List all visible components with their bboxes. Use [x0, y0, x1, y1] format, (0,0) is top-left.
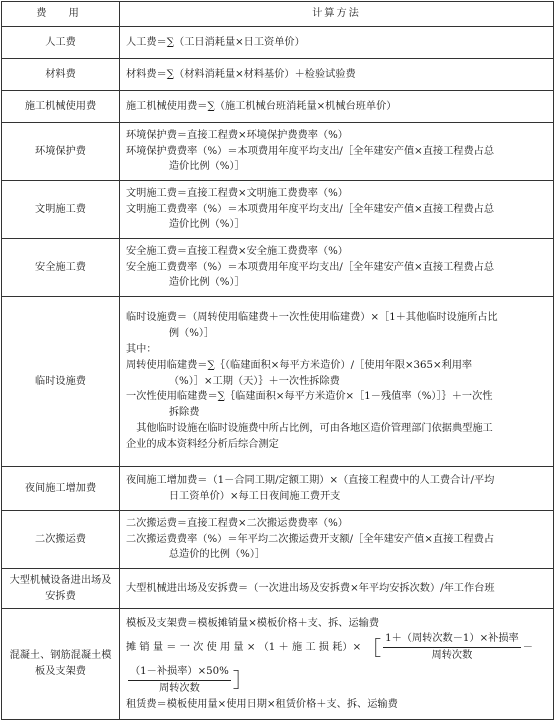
bracket-close: ］	[232, 668, 253, 693]
table-row	[2, 123, 554, 181]
formula-line: 拆除费	[168, 407, 200, 419]
fee-name: 施工机械使用费	[2, 91, 120, 123]
formula-line: 施工机械使用费＝∑（施工机械台班消耗量×机械台班单价）	[126, 100, 397, 112]
formula-line: 夜间施工增加费＝（1－合同工期/定额工期）×（直接工程费中的人工费合计/平均	[126, 474, 495, 486]
formula-line: 日工资单价）×每工日夜间施工费开支	[168, 490, 341, 502]
table-row	[2, 609, 554, 720]
amortization-formula	[126, 631, 547, 664]
fraction-denominator: 周转次数	[431, 650, 473, 662]
amortization-formula-continued	[126, 664, 547, 697]
table-row	[2, 91, 554, 123]
formula-line: （%）］×工期（天）｝＋一次性拆除费	[168, 375, 340, 387]
fee-name: 二次搬运费	[2, 511, 120, 569]
fraction-denominator: 周转次数	[159, 682, 200, 694]
table-row	[2, 181, 554, 239]
formula-line: 大型机械进出场及安拆费＝（一次进出场及安拆费×年平均安拆次数）/年工作台班	[126, 582, 495, 594]
formula-line: 文明施工费费率（%）＝本项费用年度平均支出/［全年建安产值×直接工程费占总	[126, 203, 495, 215]
formula-line: 环境保护费费率（%）＝本项费用年度平均支出/［全年建安产值×直接工程费占总	[126, 145, 495, 157]
fee-method	[120, 569, 554, 609]
fee-method	[120, 123, 554, 181]
table-row	[2, 297, 554, 467]
fee-method	[120, 27, 554, 59]
table-row	[2, 569, 554, 609]
formula-line: 其他临时设施在临时设施费中所占比例，可由各地区造价管理部门依据典型施工	[136, 423, 493, 435]
fraction-numerator: （1－补损率）×50%	[128, 664, 231, 681]
fee-name: 文明施工费	[2, 181, 120, 239]
formula-line: 临时设施费＝（周转使用临建费＋一次性使用临建费）×［1＋其他临时设施所占比	[126, 312, 498, 324]
formula-line: 租赁费＝模板使用量×使用日期×租赁价格＋支、拆、运输费	[126, 698, 398, 710]
table-row	[2, 511, 554, 569]
fee-name: 材料费	[2, 59, 120, 91]
fee-method	[120, 59, 554, 91]
fee-method	[120, 511, 554, 569]
bracket-open: ［	[361, 635, 382, 660]
fraction	[128, 664, 231, 697]
fee-name: 夜间施工增加费	[2, 467, 120, 511]
header-fee: 费 用	[2, 2, 120, 27]
fee-name: 混凝土、钢筋混凝土模板及支架费	[2, 609, 120, 720]
fee-calculation-table	[1, 1, 554, 720]
formula-line: 二次搬运费＝直接工程费×二次搬运费费率（%）	[126, 517, 348, 529]
table-row	[2, 467, 554, 511]
fee-name: 环境保护费	[2, 123, 120, 181]
formula-line: 其中：	[126, 343, 157, 355]
formula-line: 总造价的比例（%）］	[168, 549, 266, 561]
formula-line: 造价比例（%）］	[168, 277, 245, 289]
formula-line: 模板及支架费＝模板摊销量×模板价格＋支、拆、运输费	[126, 617, 380, 629]
formula-line: 安全施工费＝直接工程费×安全施工费费率（%）	[126, 245, 348, 257]
formula-line: 安全施工费费率（%）＝本项费用年度平均支出/［全年建安产值×直接工程费占总	[126, 261, 495, 273]
fee-method	[120, 91, 554, 123]
table-row	[2, 27, 554, 59]
fee-name: 安全施工费	[2, 239, 120, 297]
fee-method	[120, 297, 554, 467]
fee-name: 临时设施费	[2, 297, 120, 467]
formula-line: 周转使用临建费＝∑｛（临建面积×每平方米造价）/［使用年限×365×利用率	[126, 359, 473, 371]
fee-name: 人工费	[2, 27, 120, 59]
fee-method	[120, 609, 554, 720]
header-row	[2, 2, 554, 27]
formula-text: 摊 销 量 ＝ 一 次 使 用 量 × （1 ＋ 施 工 损 耗）×	[126, 641, 362, 653]
formula-line: 二次搬运费费率（%）＝年平均二次搬运费开支额/［全年建安产值×直接工程费占	[126, 533, 495, 545]
fee-method	[120, 181, 554, 239]
formula-line: 造价比例（%）］	[168, 219, 245, 231]
fee-method	[120, 239, 554, 297]
fee-method	[120, 467, 554, 511]
formula-line: 文明施工费＝直接工程费×文明施工费费率（%）	[126, 187, 348, 199]
minus-sign: －	[522, 641, 533, 653]
formula-line: 材料费＝∑（材料消耗量×材料基价）＋检验试验费	[126, 68, 356, 80]
table-row	[2, 239, 554, 297]
header-method: 计算方法	[120, 2, 554, 27]
table-row	[2, 59, 554, 91]
formula-line: 一次性使用临建费＝∑｛临建面积×每平方米造价×［1－残值率（%）］｝＋一次性	[126, 391, 493, 403]
formula-line: 例（%）］	[168, 328, 215, 340]
formula-line: 环境保护费＝直接工程费×环境保护费费率（%）	[126, 129, 348, 141]
fee-name: 大型机械设备进出场及安拆费	[2, 569, 120, 609]
fraction-numerator: 1＋（周转次数－1）×补损率	[383, 631, 521, 648]
formula-line: 企业的成本资料经分析后综合测定	[126, 438, 279, 450]
formula-line: 人工费＝∑（工日消耗量×日工资单价）	[126, 36, 305, 48]
formula-line: 造价比例（%）］	[168, 161, 245, 173]
fraction	[383, 631, 521, 664]
